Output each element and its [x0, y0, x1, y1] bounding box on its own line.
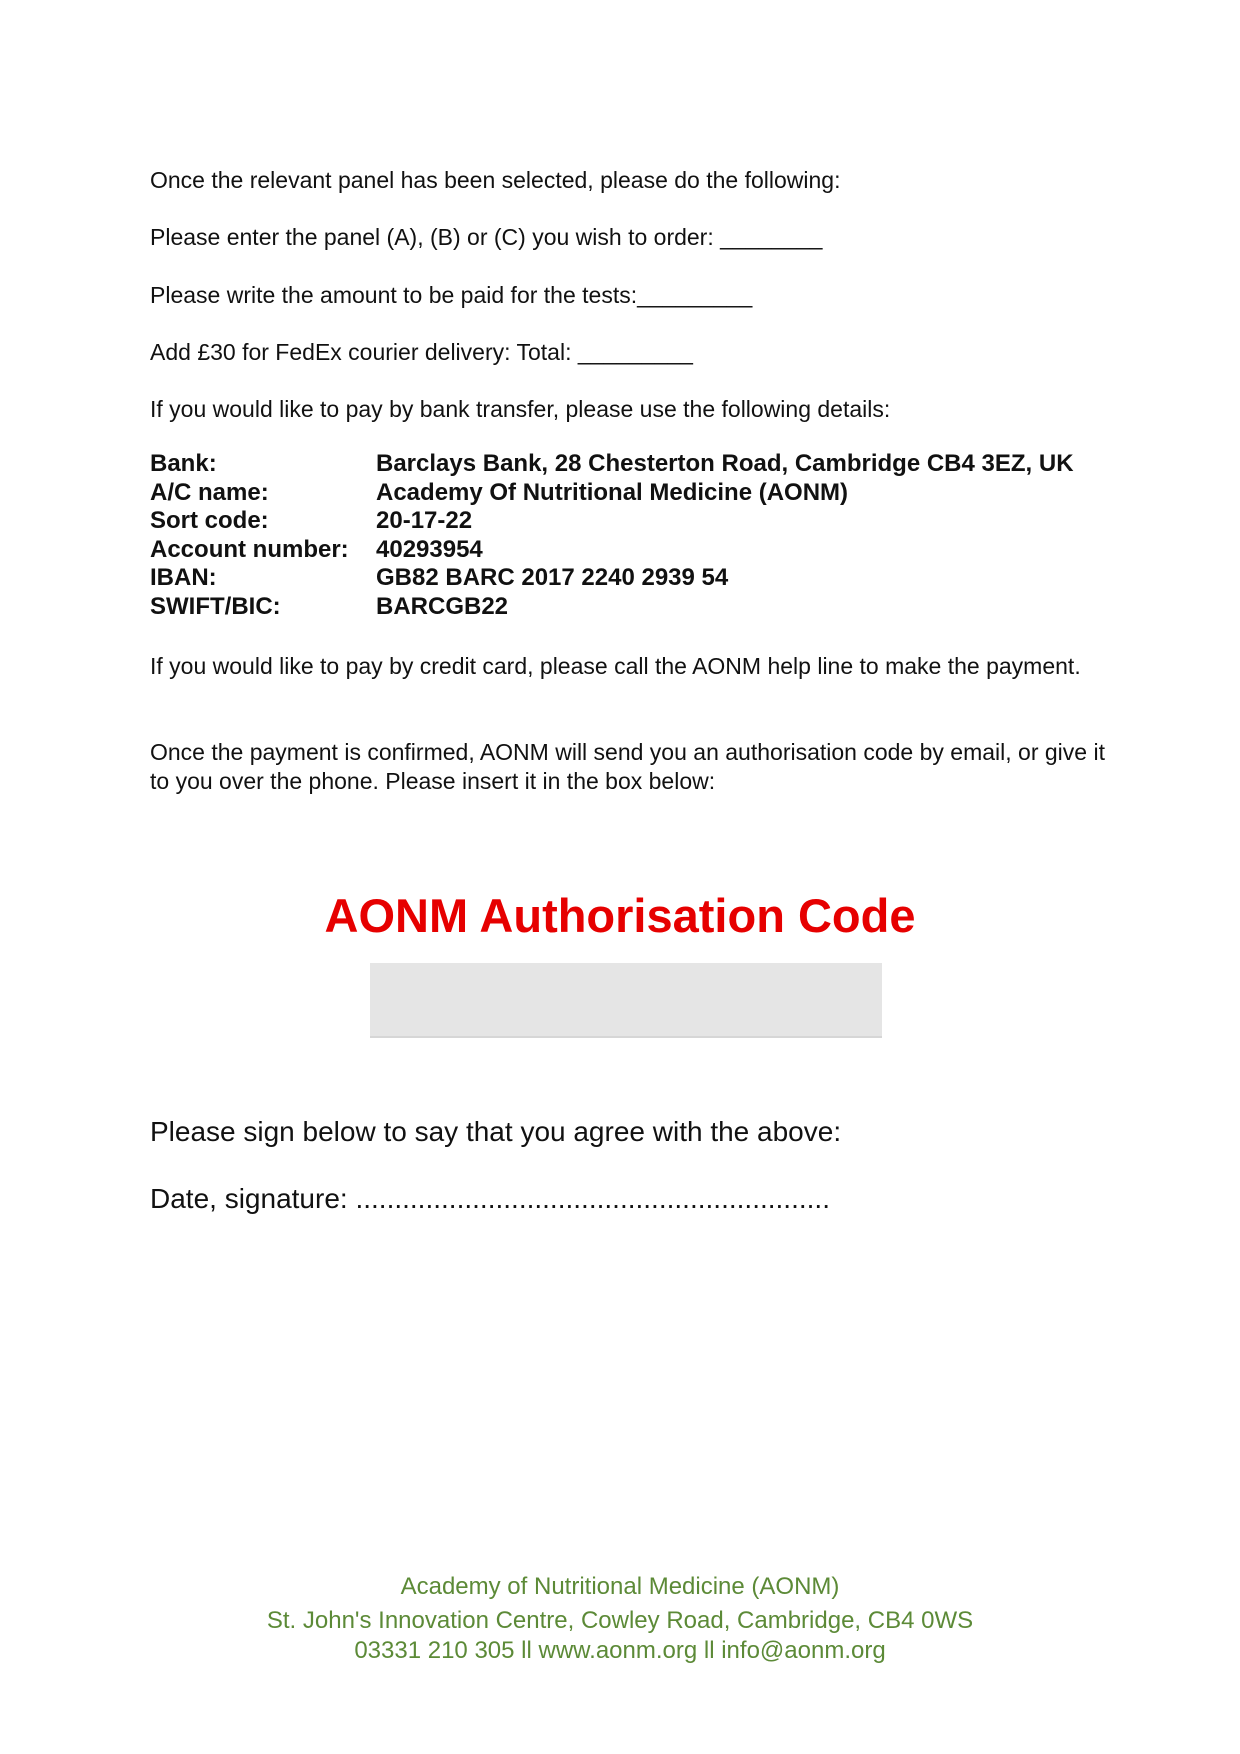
- agreement-text: Please sign below to say that you agree with the above:: [150, 1116, 842, 1147]
- sort-code-label: Sort code:: [150, 507, 269, 534]
- bank-value: Barclays Bank, 28 Chesterton Road, Cambridge CB4 3EZ, UK: [376, 450, 1074, 477]
- panel-order-line: Please enter the panel (A), (B) or (C) you wish to order: ________: [150, 224, 823, 250]
- account-number-row: [150, 536, 1074, 565]
- account-number-label: Account number:: [150, 535, 349, 563]
- amount-line: Please write the amount to be paid for the tests:_________: [150, 282, 753, 308]
- account-name-label: A/C name:: [150, 478, 269, 506]
- iban-label: IBAN:: [150, 564, 217, 591]
- account-name-row: [150, 479, 1074, 508]
- swift-row: [150, 593, 1074, 622]
- bank-row: [150, 450, 1074, 479]
- account-number-value: 40293954: [376, 535, 483, 563]
- sort-code-value: 20-17-22: [376, 507, 473, 534]
- swift-label: SWIFT/BIC:: [150, 592, 281, 620]
- confirmation-text: Once the payment is confirmed, AONM will send you an authorisation code by email, or give it to you over the phone. Please insert it in the box below:: [150, 739, 1105, 794]
- swift-value: BARCGB22: [376, 592, 509, 620]
- bank-label: Bank:: [150, 450, 217, 477]
- iban-row: [150, 564, 1074, 593]
- authorisation-code-title: AONM Authorisation Code: [324, 889, 916, 942]
- account-name-value: Academy Of Nutritional Medicine (AONM): [376, 478, 849, 506]
- intro-text: Once the relevant panel has been selected, please do the following:: [150, 167, 841, 193]
- authorisation-code-field[interactable]: [370, 963, 882, 1038]
- footer-address: St. John's Innovation Centre, Cowley Road, Cambridge, CB4 0WS: [266, 1607, 974, 1634]
- footer-org-name: Academy of Nutritional Medicine (AONM): [400, 1573, 840, 1600]
- date-signature-line[interactable]: Date, signature: .............................................................: [150, 1183, 830, 1214]
- sort-code-row: [150, 507, 1074, 536]
- footer-contact: 03331 210 305 ll www.aonm.org ll info@aonm.org: [354, 1637, 886, 1664]
- bank-transfer-intro: If you would like to pay by bank transfer, please use the following details:: [150, 396, 891, 422]
- bank-details-table: [150, 450, 1074, 621]
- iban-value: GB82 BARC 2017 2240 2939 54: [376, 564, 729, 591]
- credit-card-text: If you would like to pay by credit card, please call the AONM help line to make the payment.: [150, 653, 1081, 679]
- fedex-total-line: Add £30 for FedEx courier delivery: Total: _________: [150, 339, 693, 365]
